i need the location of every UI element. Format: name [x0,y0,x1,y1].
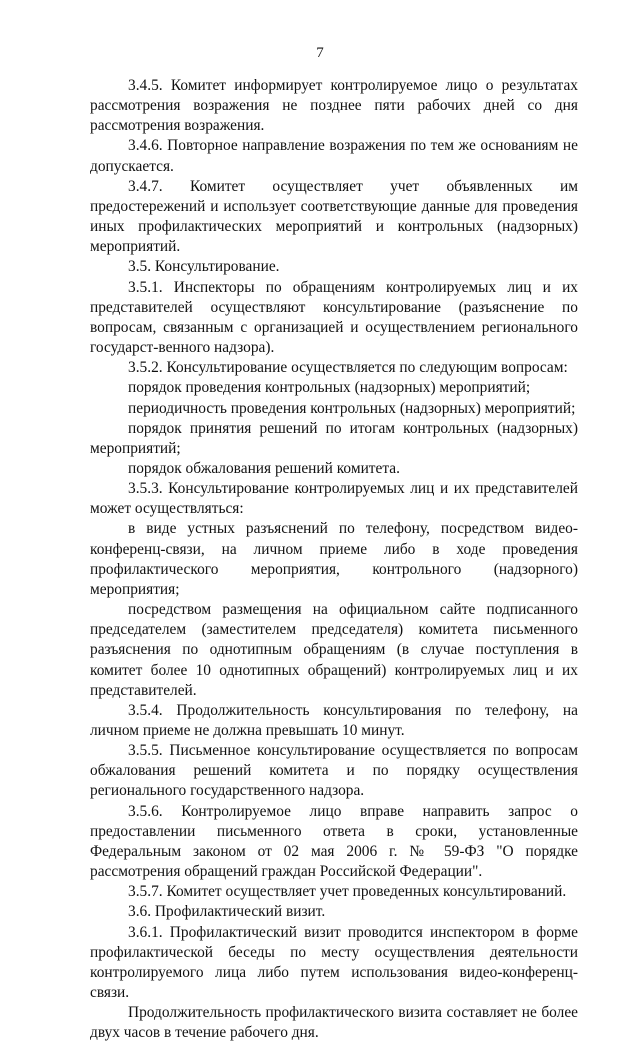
paragraph-3-5-4: 3.5.4. Продолжительность консультирования по телефону, на личном приеме не должна превышать 10 минут. [90,701,578,739]
paragraph-3-5-2: 3.5.2. Консультирование осуществляется по следующим вопросам: [128,359,568,377]
list-item: порядок обжалования решений комитета. [128,459,400,477]
list-item: в виде устных разъяснений по телефону, посредством видео-конференц-связи, на личном приеме либо в ходе проведения профилактического мероприятия, контрольного (надзорного) мероприятия; [90,520,578,598]
paragraph-3-5-5: 3.5.5. Письменное консультирование осуществляется по вопросам обжалования решений комитета и по порядку осуществления регионального государственного надзора. [90,742,578,800]
page-number: 7 [316,45,324,61]
paragraph-3-5-7: 3.5.7. Комитет осуществляет учет проведенных консультирований. [128,883,567,901]
paragraph-3-5-6: 3.5.6. Контролируемое лицо вправе направить запрос о предоставлении письменного ответа в сроки, установленные Федеральным законом от 02 мая 2006 г. № 59-ФЗ "О порядке рассмотрения обращений граждан Российской Федерации". [90,802,578,881]
paragraph-3-5-3: 3.5.3. Консультирование контролируемых лиц и их представителей может осуществляться: [90,480,578,518]
list-item: периодичность проведения контрольных (надзорных) мероприятий; [128,399,576,417]
list-item: посредством размещения на официальном сайте подписанного председателем (заместителем председателя) комитета письменного разъяснения по однотипным обращениям (в случае поступления в комитет более 10 однотипных обращений) контролируемых лиц и их представителей. [90,601,578,699]
paragraph-3-4-5: 3.4.5. Комитет информирует контролируемое лицо о результатах рассмотрения возражения не позднее пяти рабочих дней со дня рассмотрения возражения. [90,77,578,135]
paragraph-3-5-1: 3.5.1. Инспекторы по обращениям контролируемых лиц и их представителей осуществляют консультирование (разъяснение по вопросам, связанным с организацией и осуществлением регионального государст-венного надзора). [90,278,578,357]
list-item: порядок проведения контрольных (надзорных) мероприятий; [128,379,531,397]
paragraph-3-6-1: 3.6.1. Профилактический визит проводится инспектором в форме профилактической беседы по месту осуществления деятельности контролируемого лица либо путем использования видео-конференц-связи. [90,923,578,1002]
paragraph-3-4-7: 3.4.7. Комитет осуществляет учет объявленных им предостережений и использует соответствующие данные для проведения иных профилактических мероприятий и контрольных (надзорных) мероприятий. [90,177,578,256]
paragraph-visit-duration: Продолжительность профилактического визита составляет не более двух часов в течение рабочего дня. [90,1004,578,1042]
section-heading-3-5: 3.5. Консультирование. [128,258,280,276]
paragraph-3-4-6: 3.4.6. Повторное направление возражения по тем же основаниям не допускается. [90,137,578,175]
document-body [90,76,578,1044]
section-heading-3-6: 3.6. Профилактический визит. [128,903,326,921]
list-item: порядок принятия решений по итогам контрольных (надзорных) мероприятий; [90,419,578,457]
